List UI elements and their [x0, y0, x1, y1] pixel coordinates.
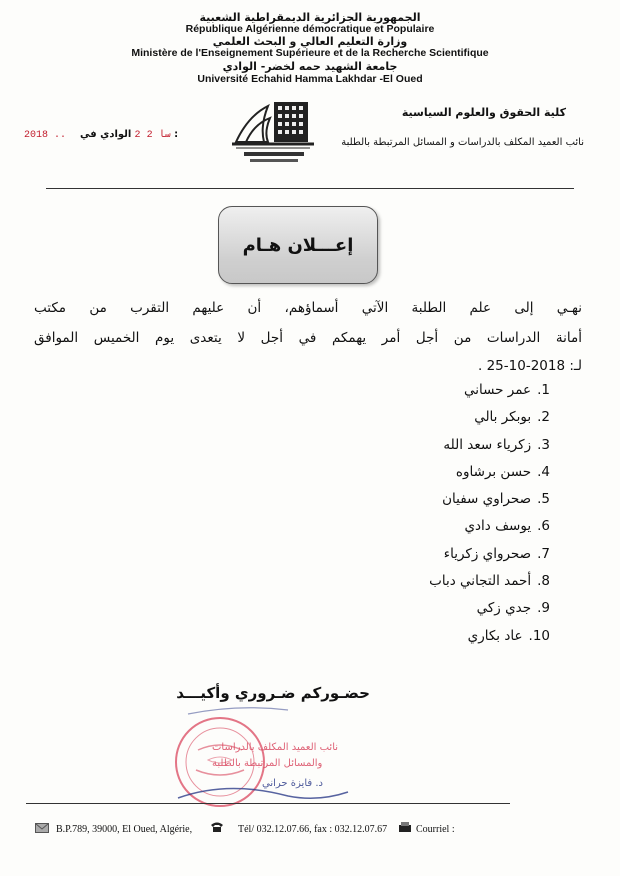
republic-ar: الجمهورية الجزائرية الديمقراطية الشعبية: [199, 11, 421, 24]
list-item-number: 10.: [528, 627, 550, 644]
list-item-number: 4.: [537, 463, 550, 480]
university-logo-icon: [228, 96, 320, 168]
ministry-ar: وزارة التعليم العالي و البحث العلمي: [212, 35, 408, 48]
body-line-2: أمانة الدراسات من أجل أمر يهمكم في أجل لا يتعدى يوم الخميس الموافق: [34, 330, 582, 346]
list-item: [429, 491, 550, 518]
list-item: [429, 382, 550, 409]
list-item-number: 3.: [537, 436, 550, 453]
student-name: عاد بكاري: [467, 627, 523, 644]
student-name: صحرواي زكرياء: [443, 545, 532, 562]
list-item-number: 1.: [537, 382, 550, 398]
university-fr: Université Echahid Hamma Lakhdar -El Oued: [197, 73, 423, 85]
student-name: يوسف دادي: [464, 518, 532, 535]
list-item-number: 7.: [537, 545, 550, 562]
list-item-number: 9.: [537, 600, 550, 617]
student-name: بوبكر بالي: [474, 409, 532, 426]
header-separator: [46, 188, 574, 189]
date-line: [20, 129, 178, 141]
footer-address: B.P.789, 39000, El Oued, Algérie,: [56, 824, 193, 835]
student-list: [429, 382, 550, 655]
fax-icon: [398, 821, 412, 833]
list-item-number: 6.: [537, 518, 550, 535]
list-item-number: 5.: [537, 491, 550, 508]
ministry-fr: Ministère de l'Enseignement Supérieure et de la Recherche Scientifique: [131, 47, 489, 59]
closing-statement: حضـوركم ضـروري وأكيـــد: [176, 684, 370, 702]
list-item: [429, 464, 550, 491]
faculty-name: كلية الحقوق والعلوم السياسية: [401, 106, 566, 119]
body-line-1: نهـي إلى علم الطلبة الآتي أسماؤهم، أن عليهم التقرب من مكتب: [34, 300, 582, 316]
announcement-title: [218, 206, 378, 284]
list-item: [429, 600, 550, 627]
vice-dean-office: نائب العميد المكلف بالدراسات و المسائل المرتبطة بالطلبة: [341, 137, 584, 148]
footer-courriel: Courriel :: [416, 824, 455, 835]
signature-title-line-2: والمسائل المرتبطة بالطلبة: [212, 758, 323, 769]
list-item: [429, 437, 550, 464]
student-name: جدي زكي: [476, 600, 532, 617]
university-ar: جامعة الشهيد حمه لخضر- الوادي: [222, 60, 398, 73]
student-name: أحمد التجاني دباب: [429, 573, 532, 590]
date-value: 2018 ..سا 2 2: [24, 130, 171, 141]
announcement-title-text: إعـــلان هـام: [242, 234, 354, 256]
republic-fr: République Algérienne démocratique et Populaire: [185, 23, 435, 35]
list-item: [429, 573, 550, 600]
list-item-number: 8.: [537, 573, 550, 590]
footer-separator: [26, 803, 510, 804]
list-item: [429, 546, 550, 573]
footer-phone-fax: Tél/ 032.12.07.66, fax : 032.12.07.67: [238, 824, 388, 835]
list-item: [429, 409, 550, 436]
student-name: زكرياء سعد الله: [443, 436, 532, 453]
date-label: الوادي في :: [80, 129, 179, 140]
telephone-icon: [210, 821, 224, 833]
list-item: [429, 628, 550, 655]
student-name: صحراوي سفيان: [442, 491, 532, 508]
signatory-name: د. فايزة حراني: [262, 778, 323, 789]
student-name: عمر حساني: [463, 382, 532, 398]
signature-title-line-1: نائب العميد المكلف بالدراسات: [212, 742, 339, 753]
list-item-number: 2.: [537, 409, 550, 426]
body-line-3: لـ: 2018-10-25 .: [478, 358, 582, 374]
list-item: [429, 518, 550, 545]
student-name: حسن برشاوه: [455, 463, 532, 480]
envelope-icon: [35, 823, 49, 833]
